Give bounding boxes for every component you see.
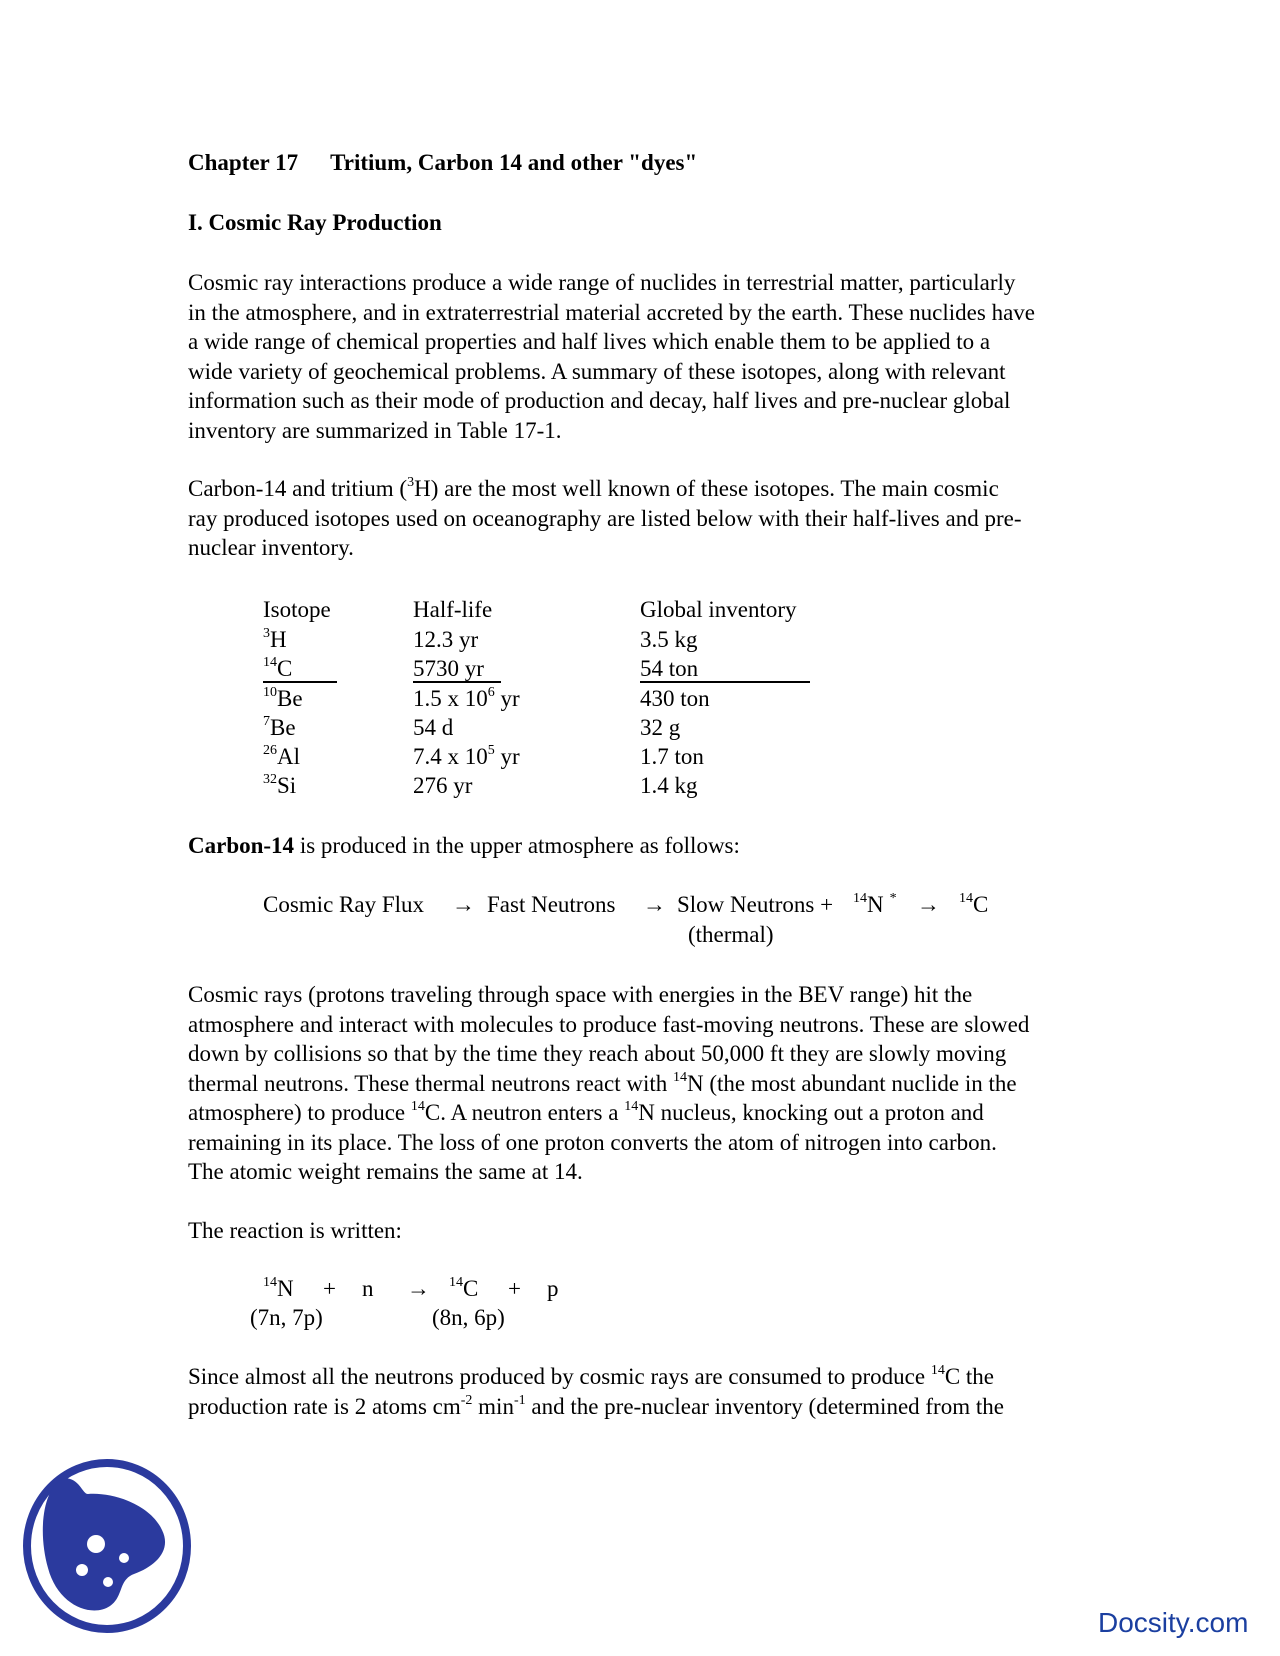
arrow-icon: → <box>407 1276 430 1301</box>
paragraph-line: The atomic weight remains the same at 14. <box>188 1159 583 1184</box>
paragraph-line: thermal neutrons. These thermal neutrons react with $^{14}$N (the most abundant nuclide in the <box>188 1069 1017 1096</box>
paragraph-line: remaining in its place. The loss of one proton converts the atom of nitrogen into carbon. <box>188 1129 997 1155</box>
docsity-brand: Docsity.com <box>1098 1607 1249 1638</box>
table-underline <box>263 681 337 683</box>
reaction-proton: p <box>547 1276 559 1301</box>
reaction-carbon: $^{14}$C <box>449 1275 479 1301</box>
table-header-isotope: Isotope <box>263 597 331 622</box>
table-cell-half-life: 1.5 x $10^6$ yr <box>413 685 520 711</box>
section-heading: I. Cosmic Ray Production <box>188 210 442 235</box>
carbon14-intro: Carbon-14 is produced in the upper atmosphere as follows: <box>188 833 740 858</box>
table-cell-half-life: 12.3 yr <box>413 627 479 652</box>
table-cell-isotope: $^3$H <box>263 626 287 652</box>
paragraph-line: ray produced isotopes used on oceanography are listed below with their half-lives and pre- <box>188 505 1022 531</box>
table-header-inventory: Global inventory <box>640 597 797 622</box>
table-cell-isotope: $^{26}$Al <box>263 743 300 769</box>
arrow-icon: → <box>643 892 666 917</box>
paragraph-isotopes <box>188 474 1118 563</box>
reaction-plus: + <box>323 1276 336 1301</box>
paragraph-line: a wide range of chemical properties and half lives which enable them to be applied to a <box>188 329 991 354</box>
flow-nitrogen: $^{14}$N * <box>853 891 897 917</box>
paragraph-line: information such as their mode of production and decay, half lives and pre-nuclear global <box>188 388 1011 413</box>
paragraph-line: down by collisions so that by the time they reach about 50,000 ft they are slowly moving <box>188 1041 1007 1066</box>
paragraph-line: in the atmosphere, and in extraterrestrial material accreted by the earth. These nuclides have <box>188 299 1036 325</box>
table-cell-inventory: 430 ton <box>640 686 710 711</box>
reaction-neutron: n <box>362 1276 374 1301</box>
paragraph-line: Since almost all the neutrons produced by cosmic rays are consumed to produce $^{14}$C the <box>188 1363 995 1389</box>
paragraph-line: Carbon-14 and tritium ($^3$H) are the most well known of these isotopes. The main cosmic <box>188 475 999 501</box>
table-cell-inventory: 1.4 kg <box>640 773 698 798</box>
chapter-number: Chapter 17 <box>188 150 299 175</box>
paragraph-line: Cosmic ray interactions produce a wide range of nuclides in terrestrial matter, particularly <box>188 270 1016 295</box>
flow-carbon: $^{14}$C <box>959 891 989 917</box>
table-cell-isotope: $^7$Be <box>263 714 296 740</box>
flow-fast-neutrons: Fast Neutrons <box>487 892 616 917</box>
paragraph-line: inventory are summarized in Table 17-1. <box>188 417 562 443</box>
docsity-logo-icon <box>22 1458 192 1634</box>
flow-cosmic-ray-flux: Cosmic Ray Flux <box>263 892 425 917</box>
table-cell-isotope: $^{32}$Si <box>263 772 297 798</box>
table-cell-half-life: 5730 yr <box>413 656 484 681</box>
flow-slow-neutrons: Slow Neutrons + <box>677 892 834 917</box>
table-cell-half-life: 276 yr <box>413 773 473 798</box>
arrow-icon: → <box>452 892 475 917</box>
chapter-title <box>188 150 697 176</box>
table-header-half-life: Half-life <box>413 597 493 622</box>
flow-thermal-note: (thermal) <box>688 922 774 947</box>
paragraph-cosmic-rays <box>188 980 1118 1187</box>
table-cell-half-life: 7.4 x $10^5$ yr <box>413 743 520 769</box>
reaction-right-note: (8n, 6p) <box>432 1305 505 1330</box>
paragraph-line: atmosphere and interact with molecules to produce fast-moving neutrons. These are slowed <box>188 1011 1030 1037</box>
table-underline <box>640 681 810 683</box>
paragraph-line: production rate is 2 atoms $cm^{-2}$ $\min^{-1}$ and the pre-nuclear inventory (determined from the <box>188 1392 1004 1419</box>
table-cell-isotope: $^{14}$C <box>263 655 293 681</box>
paragraph-production-rate <box>188 1362 1118 1421</box>
table-cell-inventory: 3.5 kg <box>640 627 698 652</box>
paragraph-line: Cosmic rays (protons traveling through space with energies in the BEV range) hit the <box>188 982 973 1007</box>
reaction-intro: The reaction is written: <box>188 1218 402 1243</box>
carbon14-bold: Carbon-14 <box>188 833 295 858</box>
paragraph-line: atmosphere) to produce $^{14}$C. A neutron enters a $^{14}$N nucleus, knocking out a proton and <box>188 1099 984 1125</box>
table-cell-isotope: $^{10}$Be <box>263 685 303 711</box>
table-underline <box>413 681 501 683</box>
arrow-icon: → <box>917 892 940 917</box>
table-cell-inventory: 1.7 ton <box>640 744 704 769</box>
chapter-topic: Tritium, Carbon 14 and other "dyes" <box>330 150 698 175</box>
paragraph-line: wide variety of geochemical problems. A summary of these isotopes, along with relevant <box>188 358 1006 384</box>
table-cell-inventory: 54 ton <box>640 656 699 681</box>
reaction-plus: + <box>508 1276 521 1301</box>
table-cell-inventory: 32 g <box>640 715 681 740</box>
reaction-left-note: (7n, 7p) <box>250 1305 323 1330</box>
paragraph-line: nuclear inventory. <box>188 535 354 560</box>
paragraph-intro <box>188 268 1118 445</box>
table-cell-half-life: 54 d <box>413 715 454 740</box>
reaction-nitrogen: $^{14}$N <box>263 1275 294 1301</box>
